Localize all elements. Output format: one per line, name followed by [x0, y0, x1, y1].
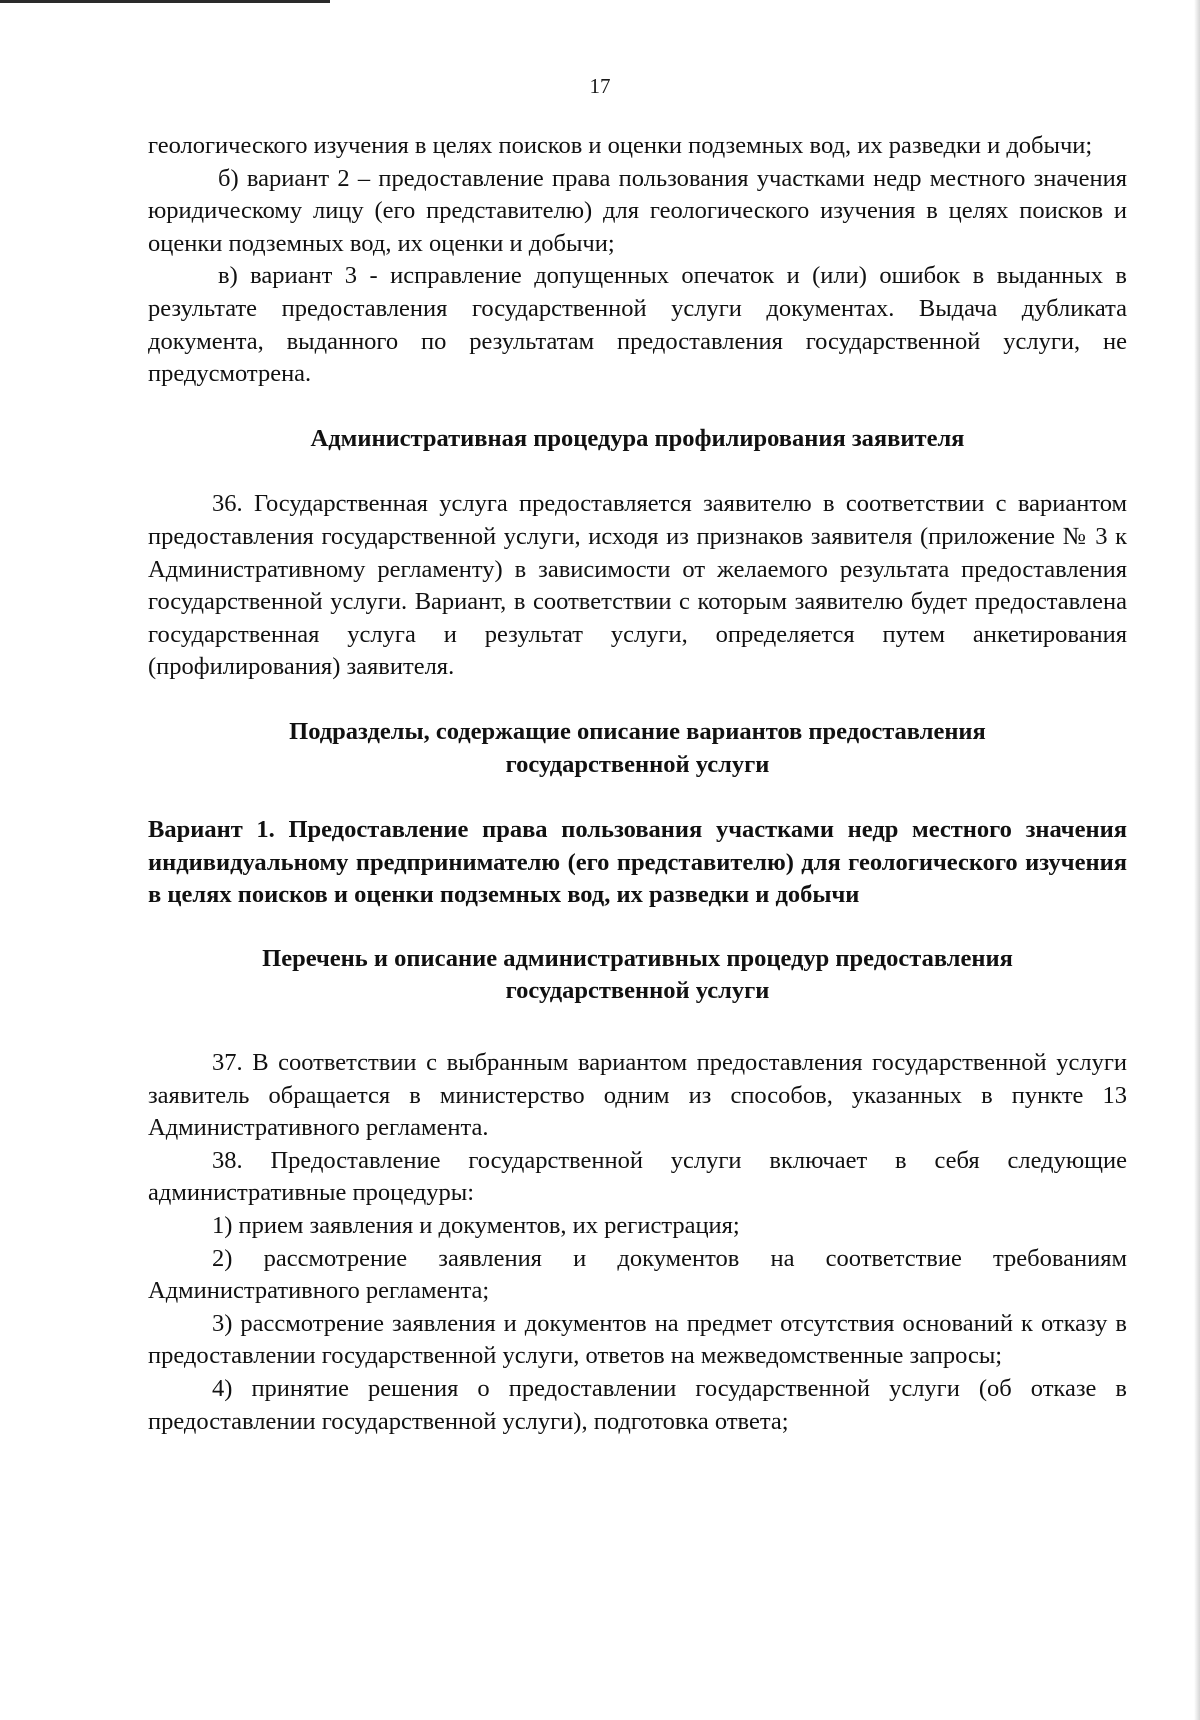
heading-subsections: Подразделы, содержащие описание вариантов предоставления государственной услуги: [289, 717, 986, 778]
heading-procedures: Перечень и описание административных процедур предоставления государственной услуги: [262, 944, 1013, 1005]
paragraph-37: 37. В соответствии с выбранным вариантом предоставления государственной услуги заявитель обращается в министерство одним из способов, указанных в пункте 13 Административного регламента.: [148, 1049, 1127, 1142]
paragraph-continuation: геологического изучения в целях поисков и оценки подземных вод, их разведки и добычи;: [148, 132, 1093, 159]
paragraph-38: 38. Предоставление государственной услуги включает в себя следующие административные процедуры:: [148, 1146, 1127, 1207]
heading-profiling: Административная процедура профилирования заявителя: [310, 424, 965, 452]
scan-edge-mark: [0, 0, 330, 3]
paragraph-variant-2: б) вариант 2 – предоставление права пользования участками недр местного значения юридическому лицу (его представителю) для геологического изучения в целях поисков и оценки подземных вод, их оценки и добычи;: [148, 164, 1127, 257]
list-item-4: 4) принятие решения о предоставлении государственной услуги (об отказе в предоставлении государственной услуги), подготовка ответа;: [148, 1375, 1127, 1435]
list-item-1: 1) прием заявления и документов, их регистрация;: [212, 1212, 740, 1240]
list-item-3: 3) рассмотрение заявления и документов на предмет отсутствия оснований к отказу в предоставлении государственной услуги, ответов на межведомственные запросы;: [148, 1309, 1127, 1370]
scan-edge-shadow: [1194, 0, 1200, 1720]
paragraph-variant-3: в) вариант 3 - исправление допущенных опечаток и (или) ошибок в выданных в результате предоставления государственной услуги документах. Выдача дубликата документа, выданного по результатам предоставления государственной услуги, не предусмотрена.: [148, 262, 1127, 388]
list-item-2: 2) рассмотрение заявления и документов на соответствие требованиям Административного регламента;: [148, 1244, 1127, 1305]
paragraph-36: 36. Государственная услуга предоставляется заявителю в соответствии с вариантом предоставления государственной услуги, исходя из признаков заявителя (приложение № 3 к Административному регламенту) в зависимости от желаемого результата предоставления государственной услуги. Вариант, в соответствии с которым заявителю будет предоставлена государственная услуга и результат услуги, определяется путем анкетирования (профилирования) заявителя.: [148, 490, 1127, 681]
document-body: [148, 130, 1127, 1438]
page-number: 17: [589, 74, 611, 98]
heading-variant-1: Вариант 1. Предоставление права пользования участками недр местного значения индивидуальному предпринимателю (его представителю) для геологического изучения в целях поисков и оценки подземных вод, их разведки и добычи: [148, 816, 1127, 909]
